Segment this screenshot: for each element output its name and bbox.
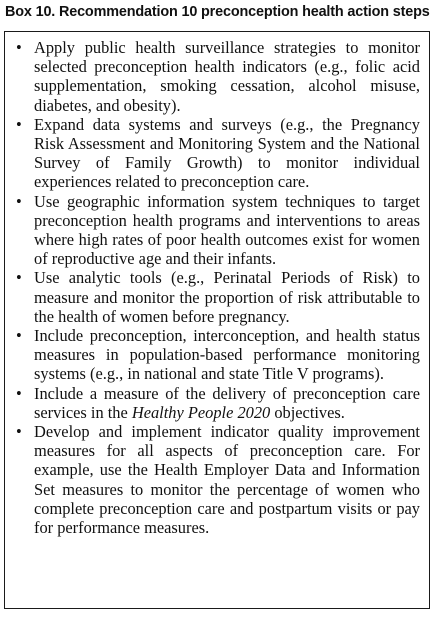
list-item	[16, 422, 420, 537]
list-item	[16, 384, 420, 422]
healthy-people-2020-title: Healthy People 2020	[131, 402, 271, 422]
bullet-icon: •	[16, 268, 22, 288]
step-text-before: Include a measure of the delivery of preconception care services in the	[34, 383, 420, 422]
bullet-icon: •	[16, 191, 22, 211]
bullet-icon: •	[16, 326, 22, 346]
step-text: Include preconception, interconception, and health status measures in population-based performance monitoring systems (e.g., in national and state Title V programs).	[34, 326, 420, 384]
bullet-icon: •	[16, 114, 22, 134]
list-item	[16, 326, 420, 384]
bullet-icon: •	[16, 383, 22, 403]
list-item	[16, 38, 420, 115]
action-steps-list	[16, 38, 420, 537]
step-text: Use geographic information system techniques to target preconception health programs and interventions to areas where high rates of poor health outcomes exist for women of reproductive age and their infants.	[34, 191, 420, 269]
step-text-after: objectives.	[270, 402, 345, 422]
step-text: Use analytic tools (e.g., Perinatal Periods of Risk) to measure and monitor the proportion of risk attributable to the health of women before pregnancy.	[34, 268, 420, 326]
bullet-icon: •	[16, 422, 22, 442]
step-text: Expand data systems and surveys (e.g., the Pregnancy Risk Assessment and Monitoring System and the National Survey of Family Growth) to monitor individual experiences related to preconception care.	[34, 114, 420, 192]
box-title: Box 10. Recommendation 10 preconception health action steps	[5, 4, 430, 20]
step-text: Develop and implement indicator quality improvement measures for all aspects of preconception care. For example, use the Health Employer Data and Information Set measures to monitor the percentage of women who complete preconception care and postpartum visits or pay for performance measures.	[34, 422, 420, 538]
step-text: Apply public health surveillance strategies to monitor selected preconception health indicators (e.g., folic acid supplementation, smoking cessation, alcohol misuse, diabetes, and obesity).	[34, 38, 420, 115]
list-item	[16, 115, 420, 192]
list-item	[16, 268, 420, 326]
bullet-icon: •	[16, 38, 22, 57]
list-item	[16, 192, 420, 269]
